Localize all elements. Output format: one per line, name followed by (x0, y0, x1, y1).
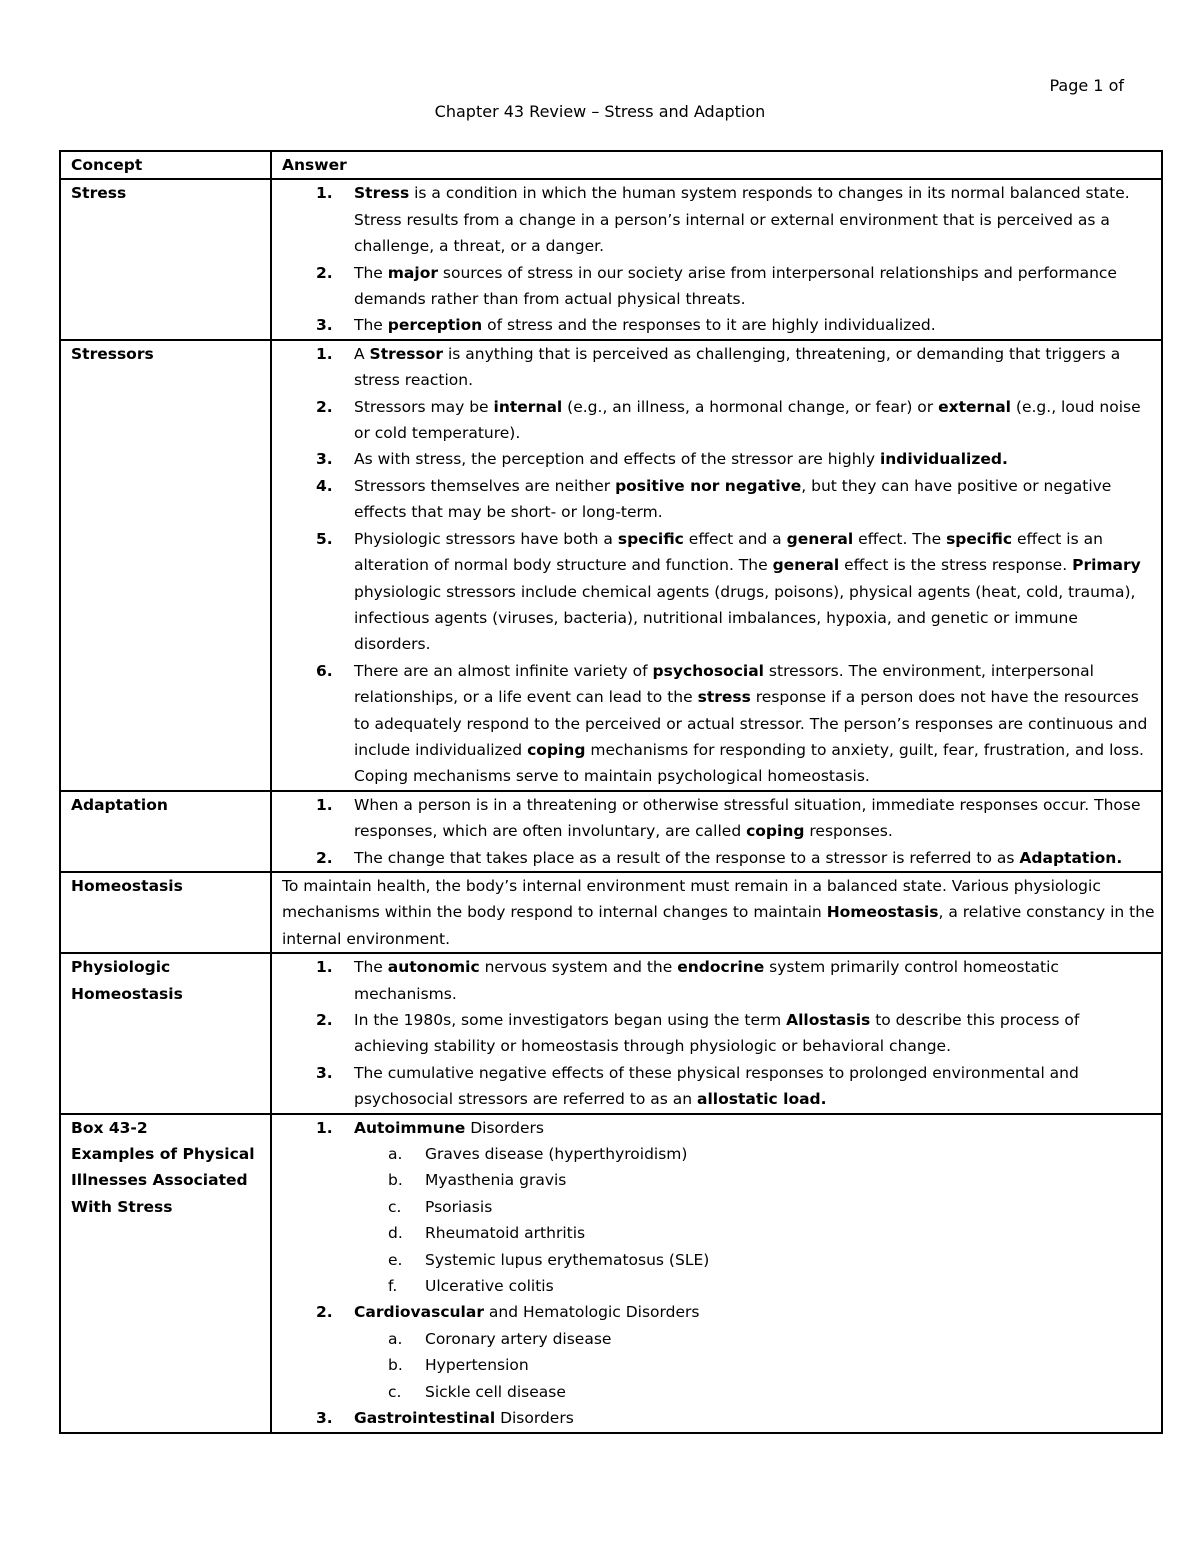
answer-cell (271, 791, 1162, 872)
list-item-number: 4. (316, 476, 333, 495)
text: is a condition in which the human system responds to changes in its normal balanced state. Stress results from a change in a person’s internal or external environment that is perceived as a challenge, a threat, or a danger. (354, 184, 1130, 256)
sub-list (354, 1141, 1155, 1299)
table-row (60, 340, 1162, 791)
sub-list-letter: a. (388, 1329, 403, 1348)
sub-list-text: Systemic lupus erythematosus (SLE) (425, 1250, 710, 1269)
text: Disorders (465, 1118, 544, 1137)
concept-label: Physiologic (71, 958, 171, 977)
text: Physiologic stressors have both a (354, 529, 618, 548)
bold-text: Cardiovascular (354, 1303, 484, 1322)
list-item-number: 2. (316, 1011, 333, 1029)
answer-list (282, 1115, 1155, 1432)
sub-list (354, 1326, 1155, 1405)
list-item-number: 2. (316, 397, 333, 416)
text: response if a person does not have the resources to adequately respond to the perceived or actual stressor. The person’s responses are continuous and include individualized (354, 688, 1148, 759)
concept-label: Box 43-2 (71, 1118, 148, 1137)
concept-label: Homeostasis (71, 876, 183, 895)
table-row (60, 1114, 1162, 1433)
sub-list-text: Coronary artery disease (425, 1329, 612, 1348)
list-item-number: 3. (316, 316, 333, 335)
bold-text: Gastrointestinal (354, 1409, 496, 1428)
list-item (282, 526, 1155, 658)
sub-list-item (282, 1326, 1155, 1352)
text: In the 1980s, some investigators began using the term (354, 1011, 787, 1029)
list-item (282, 845, 1155, 871)
list-item-number: 2. (316, 263, 333, 282)
list-item (282, 473, 1155, 526)
list-item (282, 1060, 1155, 1113)
concept-cell (60, 340, 271, 791)
bold-text: stress (697, 688, 751, 707)
list-item-number: 2. (316, 848, 333, 867)
bold-text: coping (527, 740, 586, 759)
sub-list-text: Psoriasis (425, 1197, 493, 1216)
list-item (282, 312, 1155, 338)
sub-list-letter: b. (388, 1356, 403, 1375)
text: (e.g., an illness, a hormonal change, or fear) or (562, 397, 939, 416)
table-row (60, 791, 1162, 872)
text: Disorders (495, 1409, 574, 1428)
text: sources of stress in our society arise from interpersonal relationships and performance demands rather than from actual physical threats. (354, 263, 1117, 309)
bold-text: general (772, 556, 840, 575)
answer-cell (271, 340, 1162, 791)
text: effect is the stress response. (839, 556, 1073, 575)
table-header-row (60, 151, 1162, 179)
sub-list-text: Rheumatoid arthritis (425, 1224, 586, 1243)
list-item (282, 1405, 1155, 1431)
bold-text: Autoimmune (354, 1118, 466, 1137)
text: effect and a (683, 529, 787, 548)
bold-text: general (786, 529, 854, 548)
concept-label: Examples of Physical (71, 1145, 255, 1164)
text: responses. (804, 822, 893, 841)
text: effect is an alteration of normal body structure and function. The (354, 529, 1103, 575)
bold-text: Homeostasis (826, 903, 939, 922)
list-item (282, 1007, 1155, 1060)
bold-text: specific (946, 529, 1013, 548)
concept-label: Adaptation (71, 795, 168, 814)
concept-cell (60, 953, 271, 1113)
sub-list-text: Graves disease (hyperthyroidism) (425, 1145, 688, 1164)
bold-text: endocrine (677, 958, 765, 977)
concept-label: With Stress (71, 1197, 173, 1216)
text: system primarily control homeostatic mechanisms. (354, 958, 1059, 1003)
list-item-number: 3. (316, 1409, 333, 1428)
sub-list-letter: f. (388, 1277, 398, 1296)
answer-cell (271, 179, 1162, 339)
list-item (282, 180, 1155, 259)
text: mechanisms for responding to anxiety, guilt, fear, frustration, and loss. Coping mechanisms serve to maintain psychological homeostasis. (354, 740, 1144, 786)
sub-list-letter: c. (388, 1197, 402, 1216)
bold-text: external (938, 397, 1011, 416)
list-item (282, 954, 1155, 1007)
sub-list-text: Myasthenia gravis (425, 1171, 567, 1190)
list-item-number: 1. (316, 795, 333, 814)
bold-text: coping (746, 822, 805, 841)
document-title: Chapter 43 Review – Stress and Adaption (434, 102, 766, 121)
text: stressors. The environment, interpersonal relationships, or a life event can lead to the (354, 661, 1094, 707)
text: As with stress, the perception and effects of the stressor are highly (354, 450, 880, 469)
answer-list (282, 792, 1155, 871)
text: Stressors themselves are neither (354, 476, 616, 495)
text: effect. The (853, 529, 947, 548)
text: (e.g., loud noise or cold temperature). (354, 397, 1141, 443)
sub-list-item (282, 1194, 1155, 1220)
text: The change that takes place as a result of the response to a stressor is referred to as (354, 848, 1020, 867)
list-item (282, 792, 1155, 845)
text: When a person is in a threatening or otherwise stressful situation, immediate responses occur. Those responses, which are often involuntary, are called (354, 795, 1141, 841)
sub-list-item (282, 1167, 1155, 1193)
bold-text: allostatic load. (697, 1090, 827, 1109)
text: of stress and the responses to it are highly individualized. (482, 316, 936, 335)
bold-text: specific (617, 529, 684, 548)
sub-list-letter: c. (388, 1382, 402, 1401)
sub-list-text: Hypertension (425, 1356, 529, 1375)
concept-column-header: Concept (60, 151, 271, 179)
concept-cell (60, 1114, 271, 1433)
answer-cell (271, 1114, 1162, 1433)
text: A (354, 344, 370, 363)
page-number: Page 1 of (1049, 76, 1124, 95)
concept-cell (60, 791, 271, 872)
text: , but they can have positive or negative effects that may be short- or long-term. (354, 476, 1112, 522)
text: There are an almost infinite variety of (354, 661, 653, 680)
sub-list-item (282, 1247, 1155, 1273)
bold-text: Stressor (369, 344, 444, 363)
sub-list-letter: e. (388, 1250, 403, 1269)
sub-list-letter: b. (388, 1171, 403, 1190)
table-row (60, 953, 1162, 1113)
list-item-number: 5. (316, 529, 333, 548)
sub-list-item (282, 1379, 1155, 1405)
sub-list-letter: a. (388, 1145, 403, 1164)
concept-cell (60, 179, 271, 339)
text: nervous system and the (479, 958, 678, 977)
answer-column-header: Answer (271, 151, 1162, 179)
sub-list-item (282, 1273, 1155, 1299)
list-item (282, 1299, 1155, 1405)
concept-label: Illnesses Associated (71, 1171, 248, 1190)
list-item-number: 3. (316, 450, 333, 469)
bold-text: psychosocial (652, 661, 764, 680)
list-item (282, 260, 1155, 313)
list-item-number: 1. (316, 1118, 333, 1137)
bold-text: Allostasis (786, 1011, 871, 1029)
text: The (354, 263, 388, 282)
bold-text: autonomic (387, 958, 480, 977)
text: is anything that is perceived as challenging, threatening, or demanding that triggers a stress reaction. (354, 344, 1121, 390)
text: The cumulative negative effects of these physical responses to prolonged environmental and psychosocial stressors are referred to as an (354, 1063, 1079, 1109)
bold-text: major (387, 263, 438, 282)
text: The (354, 316, 388, 335)
concept-cell (60, 872, 271, 953)
sub-list-letter: d. (388, 1224, 403, 1243)
text: The (354, 958, 388, 977)
list-item (282, 446, 1155, 472)
sub-list-item (282, 1141, 1155, 1167)
review-table (59, 150, 1163, 1434)
sub-list-item (282, 1220, 1155, 1246)
answer-cell (271, 872, 1162, 953)
list-item (282, 1115, 1155, 1300)
sub-list-text: Sickle cell disease (425, 1382, 566, 1401)
answer-cell (271, 953, 1162, 1113)
list-item (282, 658, 1155, 790)
list-item-number: 2. (316, 1303, 333, 1322)
text: physiologic stressors include chemical agents (drugs, poisons), physical agents (heat, cold, trauma), infectious agents (viruses, bacteria), nutritional imbalances, hypoxia, and genetic or immune disorders. (354, 582, 1136, 654)
answer-list (282, 954, 1155, 1112)
text: to describe this process of achieving stability or homeostasis through physiologic or behavioral change. (354, 1011, 1080, 1056)
bold-text: perception (387, 316, 483, 335)
sub-list-text: Ulcerative colitis (425, 1277, 554, 1296)
list-item (282, 394, 1155, 447)
concept-label: Homeostasis (71, 984, 183, 1003)
bold-text: Stress (354, 184, 410, 203)
answer-list (282, 341, 1155, 790)
list-item-number: 1. (316, 184, 333, 203)
text: and Hematologic Disorders (483, 1303, 700, 1322)
bold-text: Primary (1072, 556, 1141, 575)
text: To maintain health, the body’s internal environment must remain in a balanced state. Various physiologic mechanisms within the body respond to internal changes to maintain (282, 876, 1101, 922)
list-item-number: 1. (316, 344, 333, 363)
concept-label: Stress (71, 184, 127, 203)
review-table-body (60, 179, 1162, 1432)
bold-text: Adaptation. (1019, 848, 1123, 867)
table-row (60, 872, 1162, 953)
list-item-number: 6. (316, 661, 333, 680)
bold-text: individualized. (879, 450, 1008, 469)
concept-label: Stressors (71, 344, 154, 363)
bold-text: positive nor negative (615, 476, 802, 495)
table-row (60, 179, 1162, 339)
text: , a relative constancy in the internal environment. (282, 903, 1155, 948)
list-item-number: 1. (316, 958, 333, 977)
list-item (282, 341, 1155, 394)
sub-list-item (282, 1352, 1155, 1378)
bold-text: internal (493, 397, 563, 416)
text: Stressors may be (354, 397, 494, 416)
answer-paragraph (282, 873, 1155, 952)
list-item-number: 3. (316, 1063, 333, 1082)
answer-list (282, 180, 1155, 338)
